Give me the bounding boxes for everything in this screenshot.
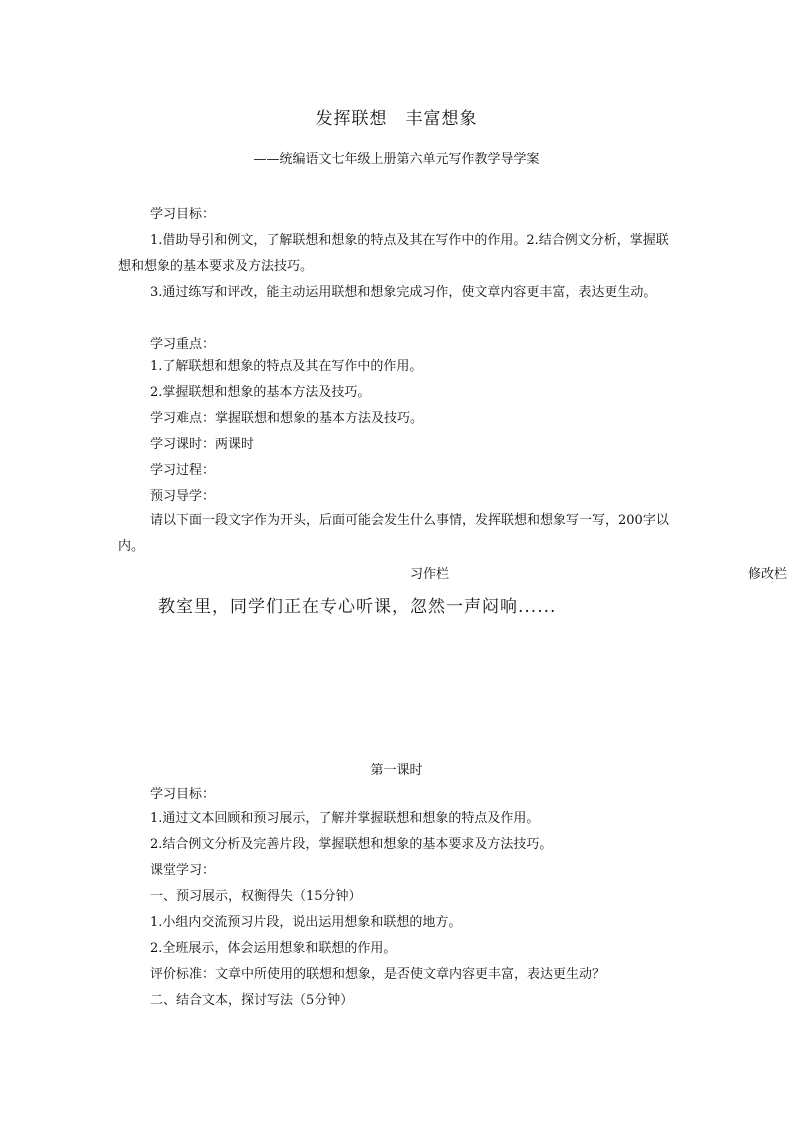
- lesson1-goals-label: 学习目标：: [150, 787, 216, 802]
- step-1: 1.小组内交流预习片段，说出运用想象和联想的地方。: [150, 915, 462, 930]
- page-subtitle: ——统编语文七年级上册第六单元写作教学导学案: [253, 152, 540, 167]
- process-label: 学习过程：: [150, 463, 216, 478]
- key-item-1: 1.了解联想和想象的特点及其在写作中的作用。: [150, 359, 423, 374]
- writing-column-label: 习作栏: [410, 567, 450, 582]
- criteria-line: 评价标准：文章中所使用的联想和想象，是否使文章内容更丰富，表达更生动？: [150, 967, 606, 982]
- class-label: 课堂学习：: [150, 863, 216, 878]
- goals-label: 学习目标：: [150, 207, 216, 222]
- page-title: 发挥联想 丰富想象: [315, 109, 478, 129]
- goal-3: 3.通过练写和评改，能主动运用联想和想象完成习作，使文章内容更丰富，表达更生动。: [150, 285, 657, 300]
- revise-column-label: 修改栏: [748, 567, 788, 582]
- lesson1-heading: 第一课时: [370, 763, 423, 778]
- hours-line: 学习课时：两课时: [150, 437, 255, 452]
- part-2-heading: 二、结合文本，探讨写法（5分钟）: [150, 993, 354, 1008]
- lesson1-goal-1: 1.通过文本回顾和预习展示，了解并掌握联想和想象的特点及作用。: [150, 811, 540, 826]
- preview-label: 预习导学：: [150, 489, 216, 504]
- key-item-2: 2.掌握联想和想象的基本方法及技巧。: [150, 385, 371, 400]
- step-2: 2.全班展示，体会运用想象和联想的作用。: [150, 941, 397, 956]
- lesson1-goal-2: 2.结合例文分析及完善片段，掌握联想和想象的基本要求及方法技巧。: [150, 837, 553, 852]
- preview-task: 请以下面一段文字作为开头，后面可能会发生什么事情，发挥联想和想象写一写，200字以内。: [118, 513, 669, 554]
- goal-1-2: 1.借助导引和例文，了解联想和想象的特点及其在写作中的作用。2.结合例文分析，掌握联想和想象的基本要求及方法技巧。: [118, 233, 669, 274]
- difficulty-line: 学习难点：掌握联想和想象的基本方法及技巧。: [150, 411, 424, 426]
- key-label: 学习重点：: [150, 337, 216, 352]
- part-1-heading: 一、预习展示，权衡得失（15分钟）: [150, 889, 362, 904]
- handwritten-prompt: 教室里，同学们正在专心听课，忽然一声闷响......: [158, 597, 557, 617]
